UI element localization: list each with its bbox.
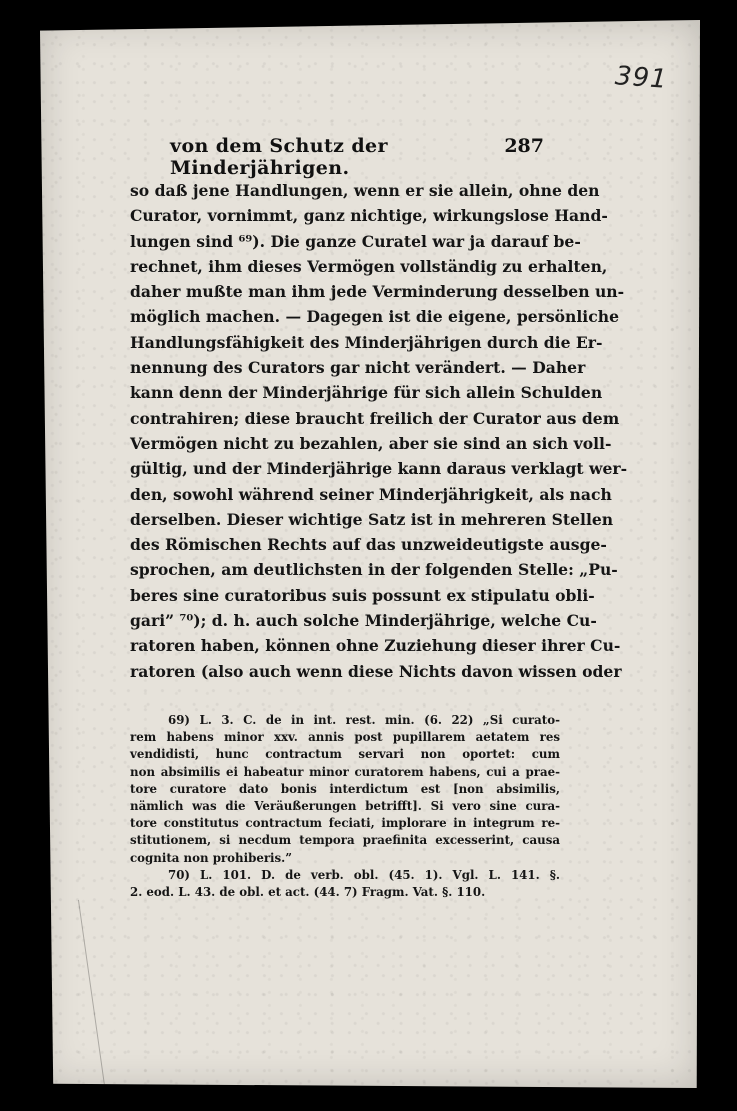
- footnote-69-line: nämlich was die Veräußerungen betrifft]. Si vero sine cura-: [130, 798, 560, 813]
- body-line: Handlungsfähigkeit des Minderjährigen durch die Er-: [130, 332, 603, 352]
- footnote-69-line: cognita non prohiberis.”: [130, 850, 293, 865]
- body-line: möglich machen. — Dagegen ist die eigene, persönliche: [130, 307, 619, 327]
- body-line: ratoren haben, können ohne Zuziehung dieser ihrer Cu-: [130, 636, 621, 656]
- body-line: kann denn der Minderjährige für sich allein Schulden: [130, 383, 603, 403]
- footnote-69-line: tore curatore dato bonis interdictum est [non absimilis,: [130, 781, 560, 796]
- body-line: daher mußte man ihm jede Verminderung desselben un-: [130, 282, 625, 302]
- archive-page-number: 391: [614, 61, 669, 95]
- footnote-69-line: rem habens minor xxv. annis post pupillarem aetatem res: [130, 730, 560, 745]
- body-line: gültig, und der Minderjährige kann daraus verklagt wer-: [130, 459, 628, 479]
- running-head-title: von dem Schutz der Minderjährigen.: [170, 135, 388, 179]
- body-line: gari” ⁷⁰); d. h. auch solche Minderjährige, welche Cu-: [130, 611, 597, 631]
- body-line: den, sowohl während seiner Minderjährigkeit, als nach: [130, 484, 612, 504]
- footnote-69-line: stitutionem, si necdum tempora praefinita excesserint, causa: [130, 833, 560, 848]
- body-line: des Römischen Rechts auf das unzweideutigste ausge-: [130, 535, 607, 555]
- running-head: [170, 135, 550, 179]
- body-text: [130, 178, 628, 684]
- footnote-70-line: 70) L. 101. D. de verb. obl. (45. 1). Vgl. L. 141. §.: [168, 867, 560, 882]
- footnote-70-line: 2. eod. L. 43. de obl. et act. (44. 7) Fragm. Vat. §. 110.: [130, 884, 486, 899]
- body-line: Curator, vornimmt, ganz nichtige, wirkungslose Hand-: [130, 206, 608, 226]
- body-line: Vermögen nicht zu bezahlen, aber sie sind an sich voll-: [130, 433, 612, 453]
- footnotes: [130, 712, 560, 901]
- footnote-69-line: vendidisti, hunc contractum servari non oportet: cum: [130, 747, 560, 762]
- body-line: so daß jene Handlungen, wenn er sie allein, ohne den: [130, 181, 600, 200]
- footnote-69-line: non absimilis ei habeatur minor curatorem habens, cui a prae-: [130, 764, 560, 779]
- footnote-69-line: 69) L. 3. C. de in int. rest. min. (6. 22) „Si curato-: [168, 713, 560, 727]
- paper-crease: [78, 900, 137, 1100]
- page-number: 287: [504, 135, 544, 157]
- body-line: derselben. Dieser wichtige Satz ist in mehreren Stellen: [130, 509, 614, 529]
- footnote-69-line: tore constitutus contractum feciati, implorare in integrum re-: [130, 816, 560, 831]
- body-line: nennung des Curators gar nicht verändert. — Daher: [130, 358, 586, 378]
- body-line: beres sine curatoribus suis possunt ex stipulatu obli-: [130, 585, 595, 605]
- body-line: rechnet, ihm dieses Vermögen vollständig zu erhalten,: [130, 256, 608, 276]
- body-line: sprochen, am deutlichsten in der folgenden Stelle: „Pu-: [130, 560, 618, 580]
- body-line: lungen sind ⁶⁹). Die ganze Curatel war ja darauf be-: [130, 231, 581, 251]
- body-line: contrahiren; diese braucht freilich der Curator aus dem: [130, 408, 620, 428]
- body-line: ratoren (also auch wenn diese Nichts davon wissen oder: [130, 661, 622, 681]
